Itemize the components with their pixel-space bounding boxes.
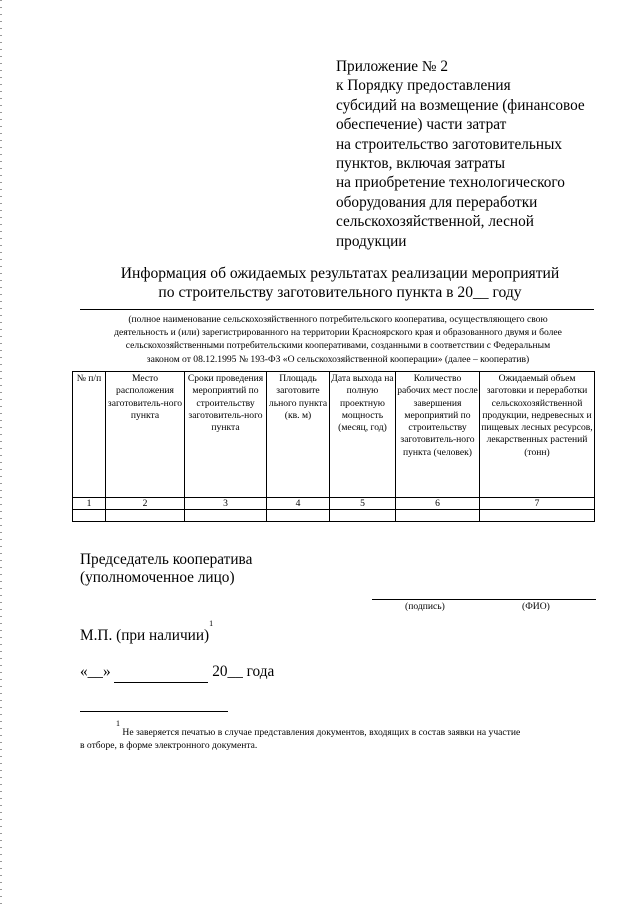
header-cell: Дата выхода на полную проектную мощность (месяц, год)	[330, 372, 396, 498]
column-number: 1	[73, 498, 106, 510]
appendix-line: к Порядку предоставления	[336, 77, 511, 95]
results-table	[72, 371, 595, 522]
table-cell[interactable]	[480, 510, 595, 522]
title-line-2: по строительству заготовительного пункта в 20__ году	[158, 284, 522, 301]
footnote-mark: 1	[116, 719, 120, 728]
table-row	[73, 510, 595, 522]
title-line-1: Информация об ожидаемых результатах реализации мероприятий	[120, 265, 560, 282]
appendix-line: сельскохозяйственной, лесной	[336, 213, 534, 231]
column-number: 4	[267, 498, 330, 510]
note-line: законом от 08.12.1995 № 193-ФЗ «О сельскохозяйственной кооперации» (далее – кооператив)	[146, 353, 530, 365]
note-line: деятельность и (или) зарегистрированного на территории Красноярского края и образованного двумя и более	[114, 327, 562, 339]
column-number-row	[73, 498, 595, 510]
appendix-block	[336, 57, 606, 251]
appendix-line: на приобретение технологического	[336, 174, 565, 192]
chairman-label: Председатель кооператива	[80, 551, 253, 568]
header-cell: Место расположения заготовитель-ного пункта	[106, 372, 185, 498]
stamp-footnote-mark: 1	[209, 619, 214, 628]
appendix-line: пунктов, включая затраты	[336, 155, 506, 173]
footnote-separator	[80, 711, 228, 712]
table-cell[interactable]	[73, 510, 106, 522]
date-month-blank[interactable]	[114, 662, 208, 683]
column-number: 3	[185, 498, 267, 510]
document-title	[80, 264, 600, 302]
date-line	[80, 662, 274, 683]
header-cell: № п/п	[73, 372, 106, 498]
table-cell[interactable]	[106, 510, 185, 522]
appendix-line: субсидий на возмещение (финансовое	[336, 96, 585, 114]
signature-label: (подпись)	[405, 601, 445, 612]
footnote-line-1: Не заверяется печатью в случае представления документов, входящих в состав заявки на участие	[122, 727, 521, 738]
stamp-text: М.П. (при наличии)	[80, 627, 210, 644]
appendix-line: продукции	[336, 232, 407, 250]
column-number: 7	[480, 498, 595, 510]
header-row	[73, 372, 595, 498]
stamp-label	[80, 619, 214, 646]
date-day: «__»	[80, 663, 111, 680]
column-number: 6	[396, 498, 480, 510]
authorized-person-label: (уполномоченное лицо)	[80, 569, 235, 586]
column-number: 5	[330, 498, 396, 510]
scan-edge	[0, 0, 2, 905]
appendix-line: обеспечение) части затрат	[336, 116, 507, 134]
footnote-line-2: в отборе, в форме электронного документа.	[80, 740, 258, 751]
column-number: 2	[106, 498, 185, 510]
table-cell[interactable]	[267, 510, 330, 522]
note-line: (полное наименование сельскохозяйственного потребительского кооператива, осуществляющего свою	[128, 314, 548, 325]
table-cell[interactable]	[185, 510, 267, 522]
header-cell: Сроки проведения мероприятий по строительству заготовитель-ного пункта	[185, 372, 267, 498]
date-year: 20__ года	[212, 663, 275, 680]
header-cell: Ожидаемый объем заготовки и переработки сельскохозяйственной продукции, недревесных и пищевых лесных ресурсов, лекарственных растений (тонн)	[480, 372, 595, 498]
appendix-line: оборудования для переработки	[336, 193, 538, 211]
org-name-line	[80, 309, 594, 310]
table-cell[interactable]	[396, 510, 480, 522]
footnote	[80, 719, 600, 752]
appendix-line: на строительство заготовительных	[336, 135, 563, 153]
signature-line[interactable]	[372, 599, 596, 600]
note-line: сельскохозяйственными потребительскими кооперативами, созданными в соответствии с Федеральным	[125, 340, 551, 352]
header-cell: Площадь заготовите льного пункта (кв. м)	[267, 372, 330, 498]
org-name-note	[78, 313, 598, 366]
table-cell[interactable]	[330, 510, 396, 522]
full-name-label: (ФИО)	[522, 601, 550, 612]
header-cell: Количество рабочих мест после завершения мероприятий по строительству заготовитель-ного пункта (человек)	[396, 372, 480, 498]
appendix-line: Приложение № 2	[336, 58, 448, 75]
